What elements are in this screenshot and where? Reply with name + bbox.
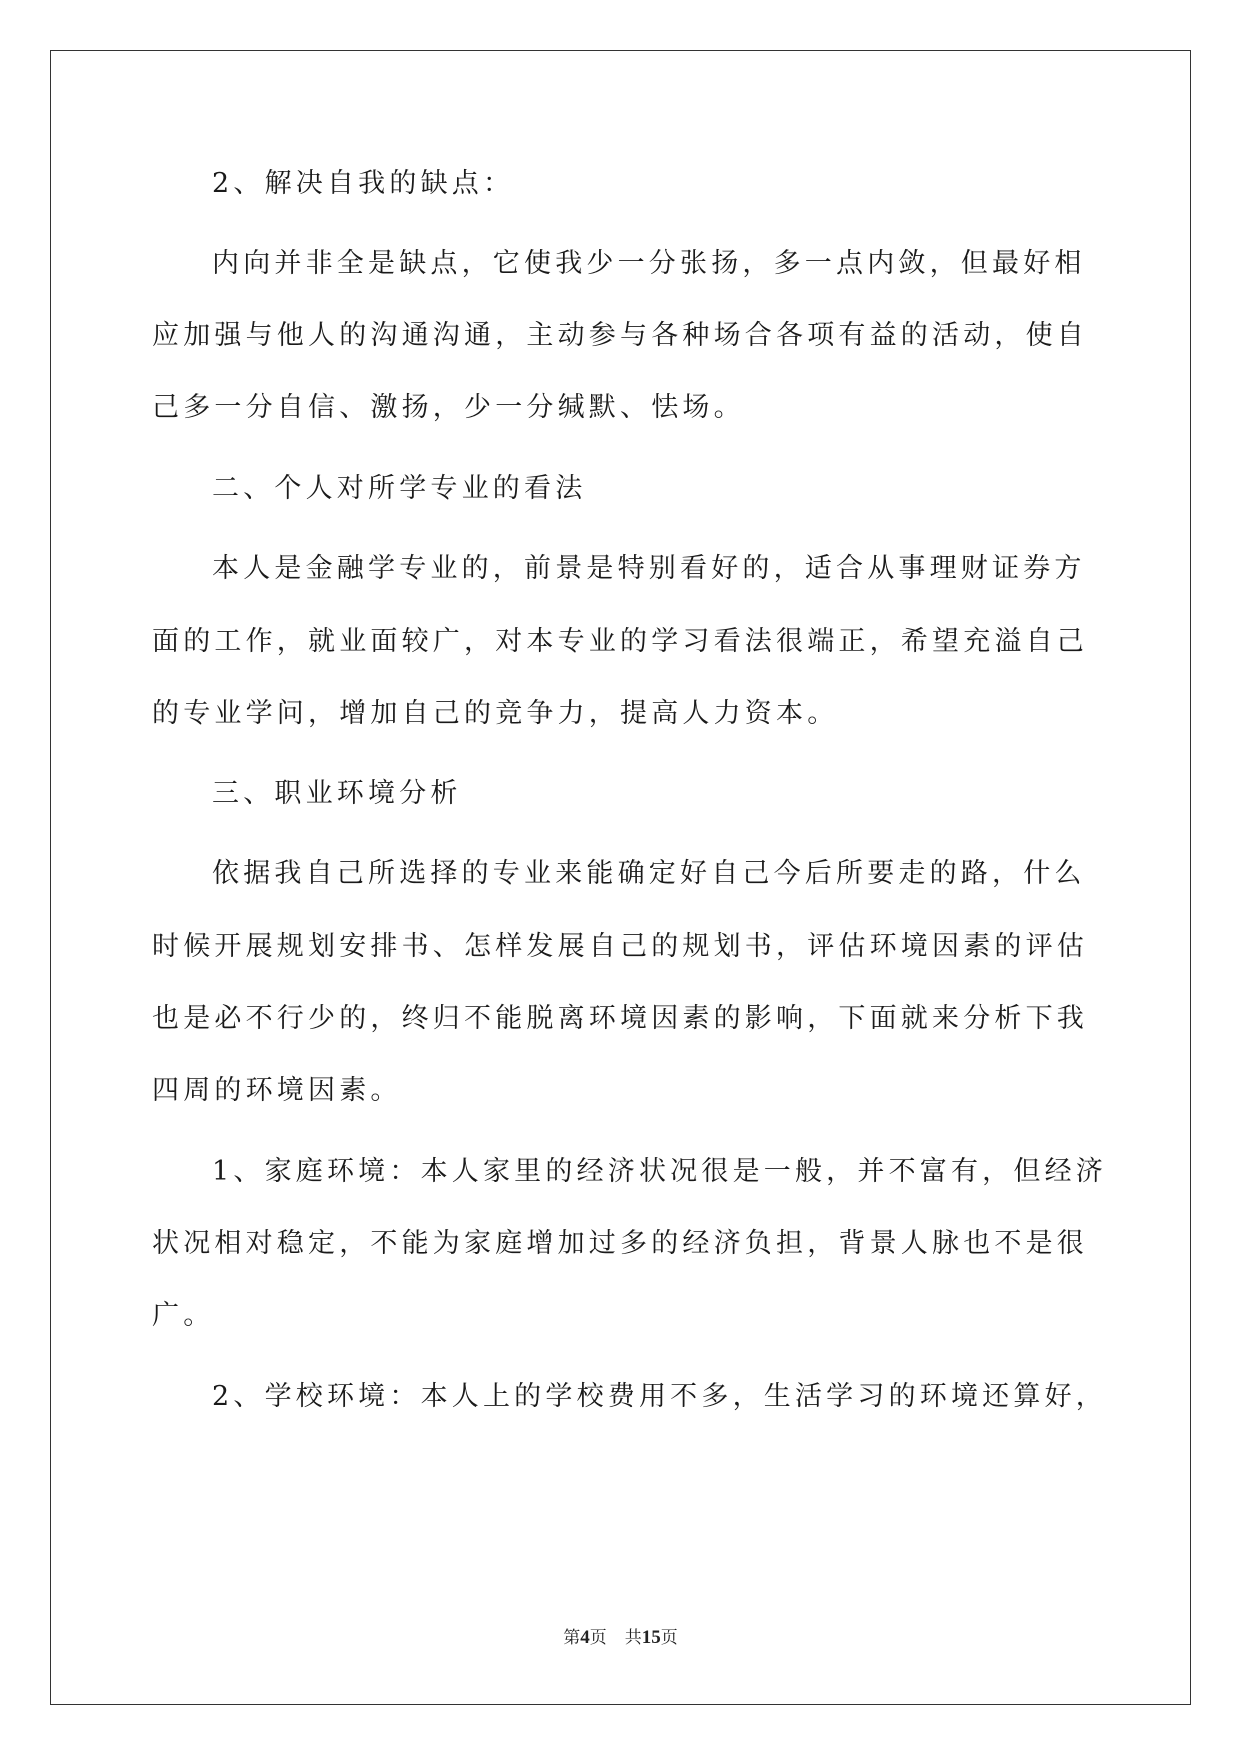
paragraph-line: 1、家庭环境：本人家里的经济状况很是一般，并不富有，但经济 [212,1156,1107,1187]
paragraph-line: 依据我自己所选择的专业来能确定好自己今后所要走的路，什么 [212,858,1086,889]
current-page-number: 4 [580,1627,590,1648]
heading-major-view: 二、个人对所学专业的看法 [212,473,587,504]
total-page-count: 15 [641,1627,661,1648]
paragraph-line: 四周的环境因素。 [152,1075,402,1106]
paragraph-line: 时候开展规划安排书、怎样发展自己的规划书，评估环境因素的评估 [152,931,1088,962]
footer-total-prefix: 共 [624,1628,642,1648]
paragraph-line: 己多一分自信、激扬，少一分缄默、怯场。 [152,392,745,423]
heading-fix-weakness: 2、解决自我的缺点： [212,168,515,199]
footer-total-suffix: 页 [660,1628,678,1648]
paragraph-line: 的专业学问，增加自己的竞争力，提高人力资本。 [152,698,839,729]
paragraph-line: 应加强与他人的沟通沟通，主动参与各种场合各项有益的活动，使自 [152,320,1088,351]
paragraph-line: 面的工作，就业面较广，对本专业的学习看法很端正，希望充溢自己 [152,626,1088,657]
page-footer [0,1626,1241,1650]
paragraph-line: 本人是金融学专业的，前景是特别看好的，适合从事理财证券方 [212,553,1086,584]
paragraph-line: 状况相对稳定，不能为家庭增加过多的经济负担，背景人脉也不是很 [152,1228,1088,1259]
footer-page-suffix: 页 [589,1628,607,1648]
footer-prefix: 第 [563,1628,581,1648]
paragraph-line: 内向并非全是缺点，它使我少一分张扬，多一点内敛，但最好相 [212,248,1086,279]
paragraph-line: 广。 [152,1300,215,1331]
paragraph-line: 2、学校环境：本人上的学校费用不多，生活学习的环境还算好， [212,1381,1107,1412]
heading-career-environment: 三、职业环境分析 [212,778,462,809]
paragraph-line: 也是必不行少的，终归不能脱离环境因素的影响，下面就来分析下我 [152,1003,1088,1034]
